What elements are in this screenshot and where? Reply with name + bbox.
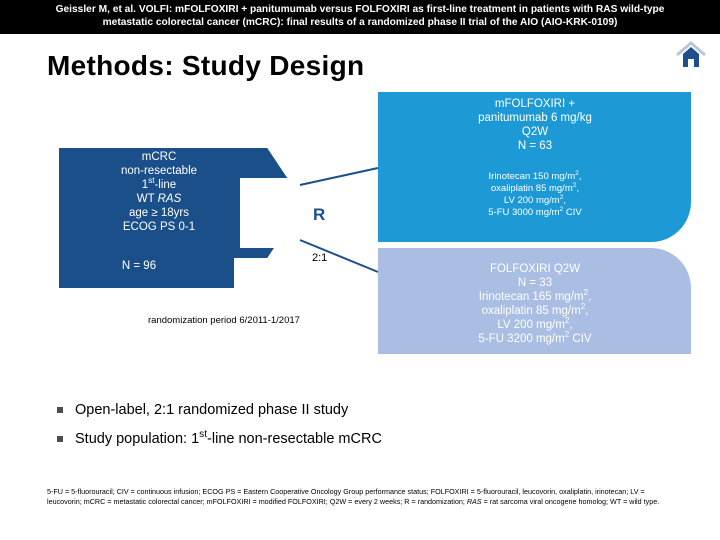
arm-a-line-2: panitumumab 6 mg/kg — [478, 112, 592, 124]
bullet-list — [57, 402, 382, 460]
population-line-5: age ≥ 18yrs — [128, 207, 189, 219]
arm-a-line-1: mFOLFOXIRI + — [494, 98, 576, 110]
arm-a-dose-2: oxaliplatin 85 $mg/m^2$, — [490, 181, 580, 194]
bullet-square-icon — [57, 436, 63, 442]
page-title: Methods: Study Design — [47, 50, 365, 81]
population-line-6: ECOG PS 0-1 — [122, 221, 196, 233]
arm-a-dose-3: LV 200 $mg/m^2$, — [503, 193, 567, 206]
arm-b-dose-4: 5-FU 3200 $mg/m^2$ CIV — [478, 330, 592, 345]
bullet-square-icon — [57, 407, 63, 413]
population-n: N = 96 — [121, 260, 157, 272]
arm-b-dose-2: oxaliplatin 85 $mg/m^2$, — [481, 302, 589, 317]
bullet-text-2: Study population: 1st-line non-resectable mCRC — [75, 429, 382, 447]
population-line-3: 1st-line — [141, 176, 177, 191]
arm-a-dosing — [410, 171, 660, 219]
population-line-2: non-resectable — [120, 165, 198, 177]
abbreviations-footnote: 5-FU = 5-fluorouracil; CIV = continuous infusion; ECOG PS = Eastern Cooperative Oncology Group performance status; FOLFOXIRI = 5-fluorouracil, leucovorin, oxaliplatin, irinotecan; LV = leucovorin; mCRC = metastatic colorectal cancer; mFOLFOXIRI = modified FOLFOXIRI; Q2W = every 2 weeks; R = randomization; RAS = rat sarcoma viral oncogene homolog; WT = wild type. — [47, 487, 660, 506]
population-line-1: mCRC — [141, 151, 177, 163]
header-line-2: metastatic colorectal cancer (mCRC): final results of a randomized phase II trial of the AIO (AIO-KRK-0109) — [102, 17, 618, 28]
arm-b-n: N = 33 — [517, 277, 553, 289]
arm-b-dose-3: LV 200 $mg/m^2$, — [497, 316, 573, 331]
arm-a-line-3: Q2W — [521, 126, 549, 138]
bullet-text-1: Open-label, 2:1 randomized phase II study — [75, 402, 349, 418]
randomization-ratio: 2:1 — [312, 252, 328, 264]
arm-b-text — [410, 262, 660, 346]
arm-a-n: N = 63 — [517, 140, 553, 152]
upper-branch-line — [300, 168, 378, 185]
bullet-item — [57, 402, 382, 418]
arm-b-dose-1: Irinotecan 165 $mg/m^2$, — [478, 288, 592, 303]
randomization-symbol: R — [313, 205, 326, 224]
bullet-item — [57, 431, 382, 447]
randomization-period: randomization period 6/2011-1/2017 — [148, 315, 300, 326]
arm-a-heading — [410, 97, 660, 153]
arm-a-dose-1: Irinotecan 150 $mg/m^2$, — [488, 169, 582, 182]
arm-a-dose-4: 5-FU 3000 $mg/m^2$ CIV — [488, 205, 582, 218]
arm-b-line-1: FOLFOXIRI Q2W — [489, 263, 581, 275]
header-line-1: Geissler M, et al. VOLFI: mFOLFOXIRI + panitumumab versus FOLFOXIRI as first-line treatment in patients with RAS wild-type — [55, 4, 665, 15]
population-line-4: WT RAS — [136, 193, 182, 205]
